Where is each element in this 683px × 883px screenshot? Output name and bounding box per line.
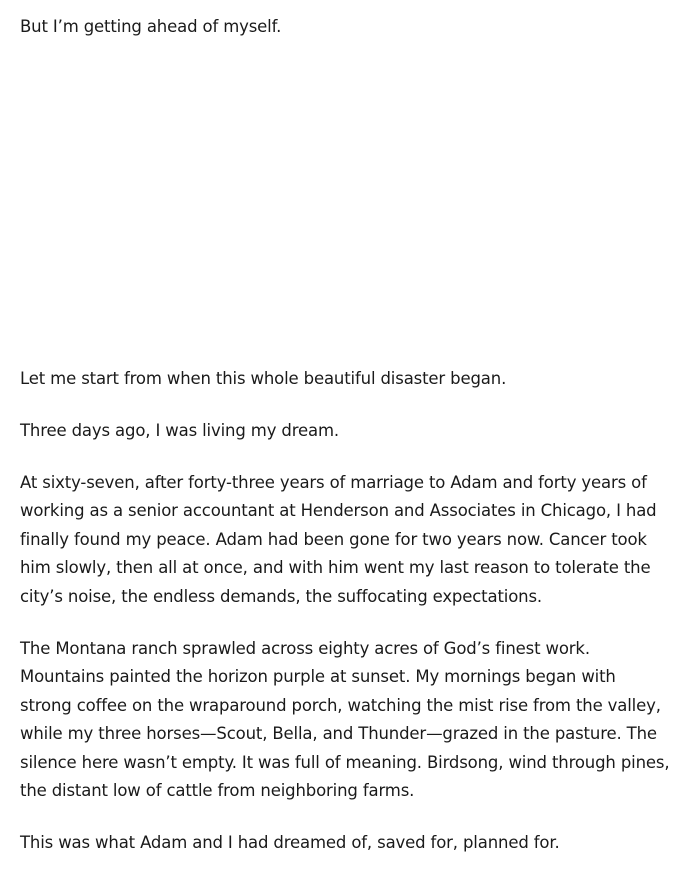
document-body <box>20 13 672 858</box>
paragraph-dream: This was what Adam and I had dreamed of, saved for, planned for. <box>20 833 560 852</box>
blank-space <box>20 42 672 365</box>
paragraph-start: Let me start from when this whole beautiful disaster began. <box>20 368 507 388</box>
paragraph-ahead-of-myself: But I’m getting ahead of myself. <box>20 17 282 36</box>
paragraph-three-days-ago: Three days ago, I was living my dream. <box>20 420 339 440</box>
paragraph-montana-ranch: The Montana ranch sprawled across eighty acres of God’s finest work. Mountains painted the horizon purple at sunset. My mornings began with strong coffee on the wraparound porch, watching the mist rise from the valley, while my three horses—Scout, Bella, and Thunder—grazed in the pasture. The silence here wasn’t empty. It was full of meaning. Birdsong, wind through pines, the distant low of cattle from neighboring farms. <box>20 638 670 800</box>
paragraph-backstory: At sixty-seven, after forty-three years of marriage to Adam and forty years of working as a senior accountant at Henderson and Associates in Chicago, I had finally found my peace. Adam had been gone for two years now. Cancer took him slowly, then all at once, and with him went my last reason to tolerate the city’s noise, the endless demands, the suffocating expectations. <box>20 472 657 606</box>
